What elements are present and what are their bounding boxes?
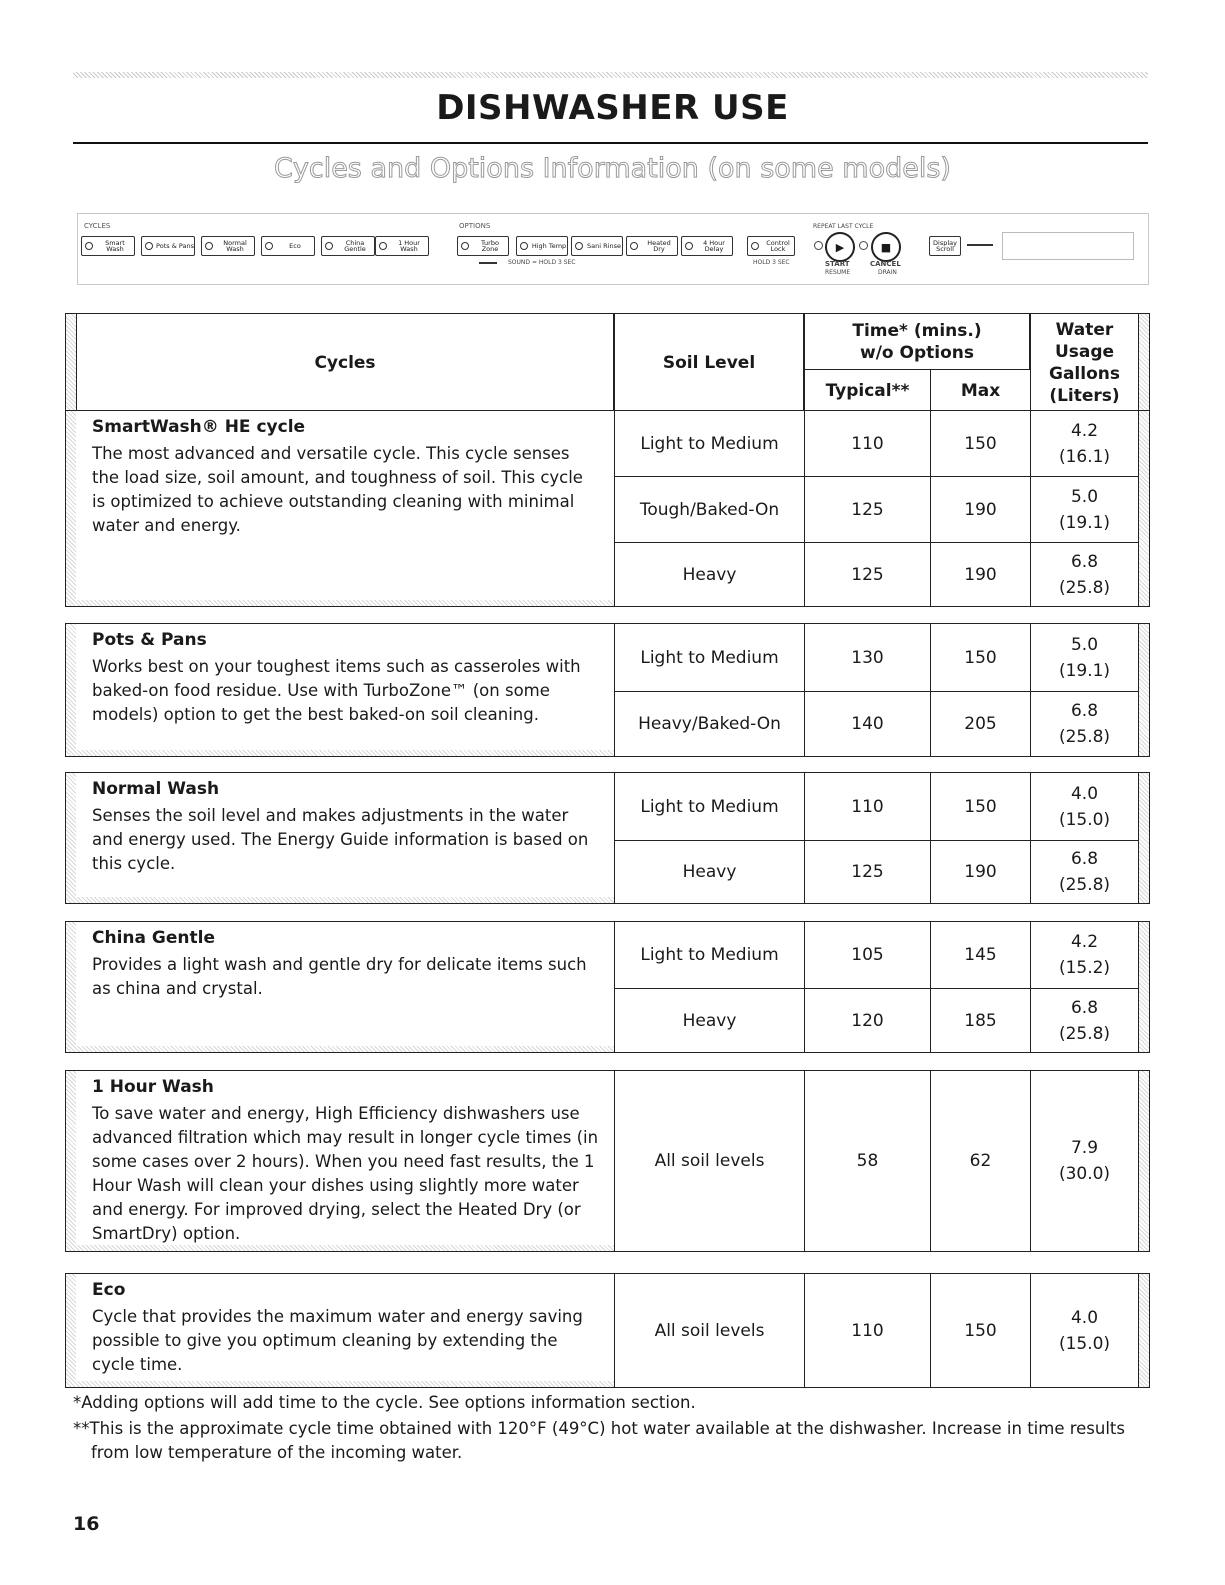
start-sub-label: RESUME <box>825 269 851 276</box>
cycle-button-5[interactable] <box>375 236 429 256</box>
typical-time-cell: 110 <box>804 411 931 477</box>
option-button-5[interactable] <box>747 236 795 256</box>
option-button-label: Control Lock <box>766 239 790 253</box>
water-usage-cell: 6.8 (25.8) <box>1030 542 1139 606</box>
cycle-group <box>65 772 1150 904</box>
display-window <box>1002 232 1134 260</box>
header-max: Max <box>930 369 1031 411</box>
soil-level-cell: Tough/Baked-On <box>614 476 805 543</box>
typical-time-cell: 125 <box>804 840 931 903</box>
led-indicator <box>520 242 528 250</box>
option-button-4[interactable] <box>681 236 733 256</box>
cycle-button-1[interactable] <box>141 236 195 256</box>
max-time-cell: 185 <box>930 988 1031 1052</box>
cycle-button-3[interactable] <box>261 236 315 256</box>
max-time-cell: 150 <box>930 773 1031 841</box>
cycle-button-label: China Gentle <box>344 239 366 253</box>
header-typical: Typical** <box>804 369 931 411</box>
option-button-2[interactable] <box>571 236 623 256</box>
cycle-button-label: Pots & Pans <box>156 242 194 250</box>
header-water: Water Usage Gallons (Liters) <box>1030 314 1139 411</box>
led-indicator <box>575 242 583 250</box>
sound-dash <box>479 262 497 264</box>
cycle-description-cell <box>76 773 614 897</box>
cycle-description: Works best on your toughest items such as casseroles with baked-on food residue. Use with TurboZone™ (on some models) option to get the best baked-on soil cleaning. <box>92 657 581 724</box>
typical-time-cell: 120 <box>804 988 931 1052</box>
header-time: Time* (mins.) w/o Options <box>804 314 1030 370</box>
soil-level-cell: Light to Medium <box>614 411 805 477</box>
water-usage-cell: 6.8 (25.8) <box>1030 691 1139 756</box>
header-soil: Soil Level <box>614 314 804 411</box>
max-time-cell: 150 <box>930 624 1031 692</box>
cycle-group <box>65 1070 1150 1252</box>
water-usage-cell: 4.2 (15.2) <box>1030 922 1139 989</box>
max-time-cell: 190 <box>930 840 1031 903</box>
led-indicator <box>461 242 469 250</box>
cycle-description-cell <box>76 411 614 600</box>
led-indicator <box>630 242 638 250</box>
cycle-description: Senses the soil level and makes adjustments in the water and energy used. The Energy Guide information is based on this cycle. <box>92 806 589 873</box>
sound-note: SOUND = HOLD 3 SEC <box>508 259 576 266</box>
typical-time-cell: 58 <box>804 1071 931 1251</box>
cycle-button-4[interactable] <box>321 236 375 256</box>
cancel-label: CANCEL <box>870 260 901 268</box>
option-button-0[interactable] <box>457 236 509 256</box>
led-indicator <box>265 242 273 250</box>
max-time-cell: 150 <box>930 411 1031 477</box>
typical-time-cell: 105 <box>804 922 931 989</box>
option-button-1[interactable] <box>516 236 568 256</box>
cycle-description: To save water and energy, High Efficiency dishwashers use advanced filtration which may result in longer cycle times (in some cases over 2 hours). When you need fast results, the 1 Hour Wash will clean your dishes using slightly more water and energy. For improved drying, select the Heated Dry (or SmartDry) option. <box>92 1104 599 1243</box>
cycle-description: The most advanced and versatile cycle. This cycle senses the load size, soil amount, and toughness of soil. This cycle is optimized to achieve outstanding cleaning with minimal water and energy. <box>92 444 583 535</box>
led-indicator <box>85 242 93 250</box>
water-usage-cell: 7.9 (30.0) <box>1030 1071 1139 1251</box>
cycle-description-cell <box>76 1274 614 1381</box>
soil-level-cell: Heavy <box>614 988 805 1052</box>
cycle-description-cell <box>76 624 614 750</box>
cancel-sub-label: DRAIN <box>878 269 897 276</box>
start-led <box>814 241 823 250</box>
cancel-led <box>859 241 868 250</box>
start-label: START <box>825 260 850 268</box>
footnote-2: **This is the approximate cycle time obtained with 120°F (49°C) hot water available at the dishwasher. Increase in time results from low temperature of the incoming water. <box>73 1419 1125 1462</box>
option-button-label: High Temp <box>531 242 567 250</box>
water-usage-cell: 4.0 (15.0) <box>1030 1274 1139 1387</box>
cycle-group <box>65 1273 1150 1388</box>
typical-time-cell: 130 <box>804 624 931 692</box>
typical-time-cell: 110 <box>804 773 931 841</box>
option-button-label: Heated Dry <box>647 239 671 253</box>
cycle-name: Pots & Pans <box>92 630 207 650</box>
cycle-name: Eco <box>92 1280 126 1300</box>
led-indicator <box>379 242 387 250</box>
soil-level-cell: All soil levels <box>614 1274 805 1387</box>
max-time-cell: 190 <box>930 542 1031 606</box>
option-button-3[interactable] <box>626 236 678 256</box>
cycle-description-cell <box>76 922 614 1046</box>
cycle-group <box>65 921 1150 1053</box>
water-usage-cell: 6.8 (25.8) <box>1030 988 1139 1052</box>
water-usage-cell: 4.0 (15.0) <box>1030 773 1139 841</box>
water-usage-cell: 4.2 (16.1) <box>1030 411 1139 477</box>
cycle-group <box>65 623 1150 757</box>
soil-level-cell: Light to Medium <box>614 773 805 841</box>
cycle-button-label: Normal Wash <box>223 239 247 253</box>
display-dash <box>967 244 993 246</box>
repeat-label: REPEAT LAST CYCLE <box>813 223 874 230</box>
cycle-description: Provides a light wash and gentle dry for delicate items such as china and crystal. <box>92 955 587 998</box>
soil-level-cell: Heavy <box>614 840 805 903</box>
cycle-name: China Gentle <box>92 928 215 948</box>
hold-note: HOLD 3 SEC <box>753 259 790 266</box>
table-header <box>65 313 1150 412</box>
typical-time-cell: 110 <box>804 1274 931 1387</box>
led-indicator <box>325 242 333 250</box>
cancel-button[interactable] <box>871 232 901 262</box>
water-usage-cell: 5.0 (19.1) <box>1030 624 1139 692</box>
header-cycles: Cycles <box>76 314 614 411</box>
max-time-cell: 145 <box>930 922 1031 989</box>
cycle-button-0[interactable] <box>81 236 135 256</box>
cycle-name: SmartWash® HE cycle <box>92 417 306 437</box>
cycle-description-cell <box>76 1071 614 1245</box>
page-title: DISHWASHER USE <box>436 88 789 128</box>
stop-icon: ■ <box>880 240 892 254</box>
soil-level-cell: All soil levels <box>614 1071 805 1251</box>
cycle-button-label: Eco <box>289 242 301 250</box>
soil-level-cell: Heavy/Baked-On <box>614 691 805 756</box>
max-time-cell: 205 <box>930 691 1031 756</box>
display-scroll-button[interactable]: Display Scroll <box>929 236 961 256</box>
page-subtitle: Cycles and Options Information (on some models) <box>274 153 951 184</box>
max-time-cell: 150 <box>930 1274 1031 1387</box>
soil-level-cell: Light to Medium <box>614 624 805 692</box>
cycle-name: 1 Hour Wash <box>92 1077 214 1097</box>
cycle-name: Normal Wash <box>92 779 220 799</box>
soil-level-cell: Heavy <box>614 542 805 606</box>
max-time-cell: 190 <box>930 476 1031 543</box>
play-icon: ▶ <box>835 240 845 254</box>
cycles-label: CYCLES <box>84 222 111 230</box>
page-number: 16 <box>73 1513 100 1535</box>
title-rule <box>73 142 1148 144</box>
cycle-description: Cycle that provides the maximum water and energy saving possible to give you optimum cleaning by extending the cycle time. <box>92 1307 583 1374</box>
cycle-button-label: 1 Hour Wash <box>398 239 420 253</box>
water-usage-cell: 6.8 (25.8) <box>1030 840 1139 903</box>
start-button[interactable] <box>825 232 855 262</box>
option-button-label: 4 Hour Delay <box>703 239 725 253</box>
led-indicator <box>751 242 759 250</box>
typical-time-cell: 125 <box>804 542 931 606</box>
cycle-button-label: Smart Wash <box>105 239 125 253</box>
led-indicator <box>145 242 153 250</box>
options-label: OPTIONS <box>459 222 491 230</box>
option-button-label: Turbo Zone <box>481 239 499 253</box>
top-decorative-band <box>73 72 1148 78</box>
cycle-group <box>65 410 1150 607</box>
soil-level-cell: Light to Medium <box>614 922 805 989</box>
led-indicator <box>205 242 213 250</box>
led-indicator <box>685 242 693 250</box>
cycle-button-2[interactable] <box>201 236 255 256</box>
footnote-1: *Adding options will add time to the cycle. See options information section. <box>73 1393 696 1412</box>
max-time-cell: 62 <box>930 1071 1031 1251</box>
option-button-label: Sani Rinse <box>587 242 621 250</box>
control-panel-diagram <box>77 213 1149 285</box>
water-usage-cell: 5.0 (19.1) <box>1030 476 1139 543</box>
typical-time-cell: 140 <box>804 691 931 756</box>
typical-time-cell: 125 <box>804 476 931 543</box>
